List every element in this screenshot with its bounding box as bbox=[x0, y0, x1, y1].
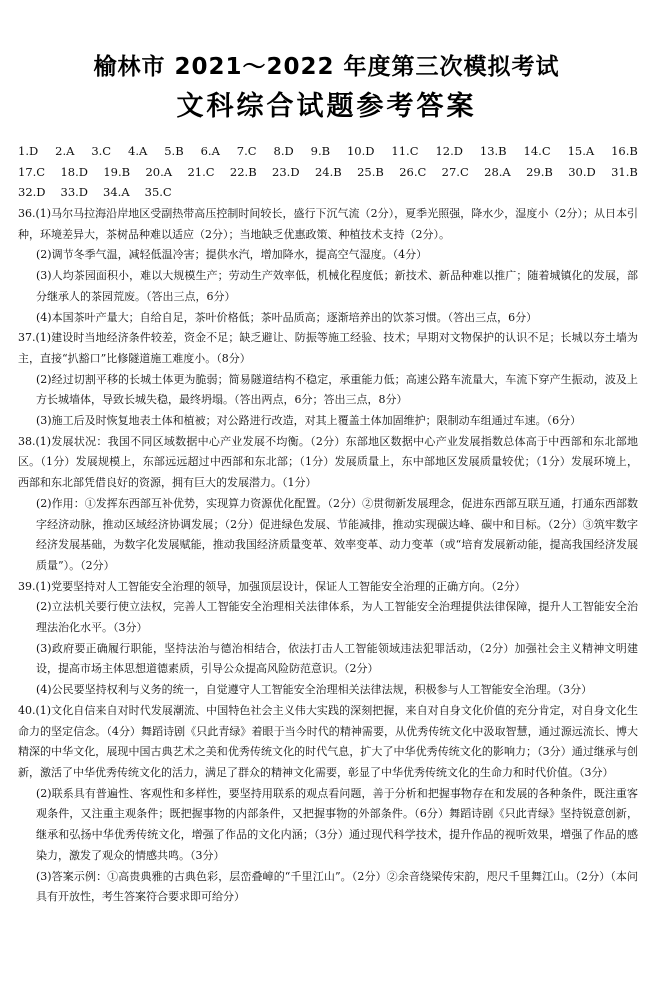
answer-item: 4.A bbox=[128, 144, 148, 158]
answer-item: 23.D bbox=[272, 164, 300, 179]
q39-part3: (3)政府要正确履行职能，坚持法治与德治相结合，依法打击人工智能领域违法犯罪活动，（2分）加强社会主义精神文明建设，提高市场主体思想道德素质，引导公众提高风险防范意识。（2分） bbox=[36, 641, 638, 676]
answer-item: 33.D bbox=[60, 185, 89, 199]
q37-part3: (3)施工后及时恢复地表土体和植被；对公路进行改造，对其上覆盖土体加固维护；限制动车组通过车速。（6分） bbox=[36, 414, 582, 428]
answer-item: 19.B bbox=[103, 164, 131, 179]
answer-item: 29.B bbox=[526, 164, 553, 179]
q39-part2: (2)立法机关要行使立法权，完善人工智能安全治理相关法律体系，为人工智能安全治理提供法律保障，提升人工智能安全治理法治化水平。（3分） bbox=[36, 600, 638, 635]
answer-item: 3.C bbox=[91, 144, 112, 158]
q37-part2: (2)经过切割平移的长城土体更为脆弱；简易隧道结构不稳定，承重能力低；高速公路车流量大，车流下穿产生振动，波及上方长城墙体，导致长城失稳，最终坍塌。（答出两点，6分；答出三点，8分） bbox=[36, 372, 638, 407]
answer-key-title: 文科综合试题参考答案 bbox=[176, 91, 477, 122]
q40-part3: (3)答案示例：①高贵典雅的古典色彩，层峦叠嶂的“千里江山”。（2分）②余音绕梁传宋韵，咫尺千里舞江山。（2分）（本问具有开放性，考生答案符合要求即可给分） bbox=[36, 869, 638, 904]
answer-item: 26.C bbox=[399, 164, 427, 179]
answer-item: 28.A bbox=[484, 164, 511, 179]
q38-part1: 38.(1)发展状况：我国不同区域数据中心产业发展不均衡。（2分）东部地区数据中心产业发展指数总体高于中西部和东北部地区。（1分）发展规模上，东部远远超过中西部和东北部；（1分）发展质量上，东中部地区发展质量较优；（1分）发展环境上，西部和东北部凭借良好的资源，拥有巨大的发展潜力。（1分） bbox=[18, 434, 638, 490]
answer-row-1 bbox=[18, 141, 638, 162]
answer-item: 5.B bbox=[164, 144, 184, 158]
q36-part3: (3)人均茶园面积小，难以大规模生产；劳动生产效率低，机械化程度低；新技术、新品种难以推广；随着城镇化的发展，部分继承人的茶园荒废。（答出三点，6分） bbox=[36, 269, 638, 303]
answer-item: 1.D bbox=[18, 144, 39, 158]
answer-row-3 bbox=[18, 182, 638, 203]
answer-item: 17.C bbox=[18, 164, 46, 179]
multiple-choice-answers bbox=[18, 141, 638, 203]
q40-part2: (2)联系具有普遍性、客观性和多样性，要坚持用联系的观点看问题，善于分析和把握事物存在和发展的各种条件，既注重客观条件，又注重主观条件；既把握事物的内部条件，又把握事物的外部条件。（6分）舞蹈诗剧《只此青绿》坚持锐意创新，继承和弘扬中华优秀传统文化，增强了作品的文化内涵；（3分）通过现代科学技术，提升作品的视听效果，增强了作品的感染力，激发了观众的情感共鸣。（3分） bbox=[36, 786, 638, 862]
q40-part1: 40.(1)文化自信来自对时代发展潮流、中国特色社会主义伟大实践的深刻把握，来自对自身文化价值的充分肯定，对自身文化生命力的坚定信念。（4分）舞蹈诗剧《只此青绿》着眼于当今时代的精神需要，从优秀传统文化中汲取智慧，通过源远流长、博大精深的中华文化，展现中国古典艺术之美和优秀传统文化的时代气息，扩大了中华优秀传统文化的影响力；（3分）通过继承与创新，激活了中华优秀传统文化的活力，满足了群众的精神文化需要，彰显了中华优秀传统文化的生命力和时代价值。（3分） bbox=[18, 703, 638, 779]
answer-item: 32.D bbox=[18, 185, 46, 199]
answer-item: 11.C bbox=[391, 144, 419, 158]
answer-item: 6.A bbox=[200, 144, 220, 158]
answer-item: 14.C bbox=[523, 144, 551, 158]
q39-part1: 39.(1)党要坚持对人工智能安全治理的领导，加强顶层设计，保证人工智能安全治理的正确方向。（2分） bbox=[18, 579, 526, 593]
answer-item: 27.C bbox=[441, 164, 469, 179]
answer-item: 21.C bbox=[187, 164, 215, 179]
answer-item: 24.B bbox=[314, 164, 342, 179]
exam-title: 榆林市 2021～2022 年度第三次模拟考试 bbox=[93, 54, 560, 80]
answer-item: 22.B bbox=[229, 164, 257, 179]
q39-part4: (4)公民要坚持权利与义务的统一，自觉遵守人工智能安全治理相关法律法规，积极参与人工智能安全治理。（3分） bbox=[36, 683, 593, 697]
answer-item: 7.C bbox=[236, 144, 257, 158]
answer-item: 20.A bbox=[145, 164, 173, 179]
q36-part1: 36.(1)马尔马拉海沿岸地区受副热带高压控制时间较长，盛行下沉气流（2分），夏季光照强，降水少，湿度小（2分）；从日本引种，环境差异大，茶树品种难以适应（2分）；当地缺乏优惠政策、种植技术支持（2分）。 bbox=[18, 207, 638, 241]
answer-row-2 bbox=[18, 162, 638, 183]
answer-item: 2.A bbox=[55, 144, 75, 158]
answer-item: 30.D bbox=[568, 164, 596, 179]
answer-item: 15.A bbox=[567, 144, 595, 158]
q37-part1: 37.(1)建设时当地经济条件较差，资金不足；缺乏避让、防振等施工经验、技术；早期对文物保护的认识不足；长城以夯土墙为主，直接“扒豁口”比修隧道施工难度小。（8分） bbox=[18, 331, 638, 365]
answer-item: 34.A bbox=[103, 185, 130, 199]
answer-item: 16.B bbox=[611, 144, 638, 158]
answer-item: 25.B bbox=[357, 164, 384, 179]
answer-item: 8.D bbox=[273, 144, 294, 158]
answer-item: 12.D bbox=[435, 144, 463, 158]
q36-part2: (2)调节冬季气温，减轻低温冷害；提供水汽，增加降水，提高空气湿度。（4分） bbox=[36, 248, 428, 262]
answer-item: 18.D bbox=[60, 164, 88, 179]
answer-item: 35.C bbox=[144, 185, 172, 199]
answer-item: 13.B bbox=[479, 144, 507, 158]
answer-item: 31.B bbox=[611, 164, 638, 179]
answer-item: 9.B bbox=[310, 144, 331, 158]
answer-item: 10.D bbox=[346, 144, 375, 158]
q36-part4: (4)本国茶叶产量大；自给自足，茶叶价格低；茶叶品质高；逐渐培养出的饮茶习惯。（答出三点，6分） bbox=[36, 310, 538, 324]
answer-explanations bbox=[18, 204, 638, 908]
q38-part2: (2)作用：①发挥东西部互补优势，实现算力资源优化配置。（2分）②贯彻新发展理念，促进东西部互联互通，打通东西部数字经济动脉，推动区域经济协调发展；（2分）促进绿色发展、节能减排，推动实现碳达峰、碳中和目标。（2分）③筑牢数字经济发展基础，为数字化发展赋能，推动我国经济质量变革、效率变革、动力变革（或“培育发展新动能，提高我国经济发展质量”）。（2分） bbox=[36, 496, 638, 572]
